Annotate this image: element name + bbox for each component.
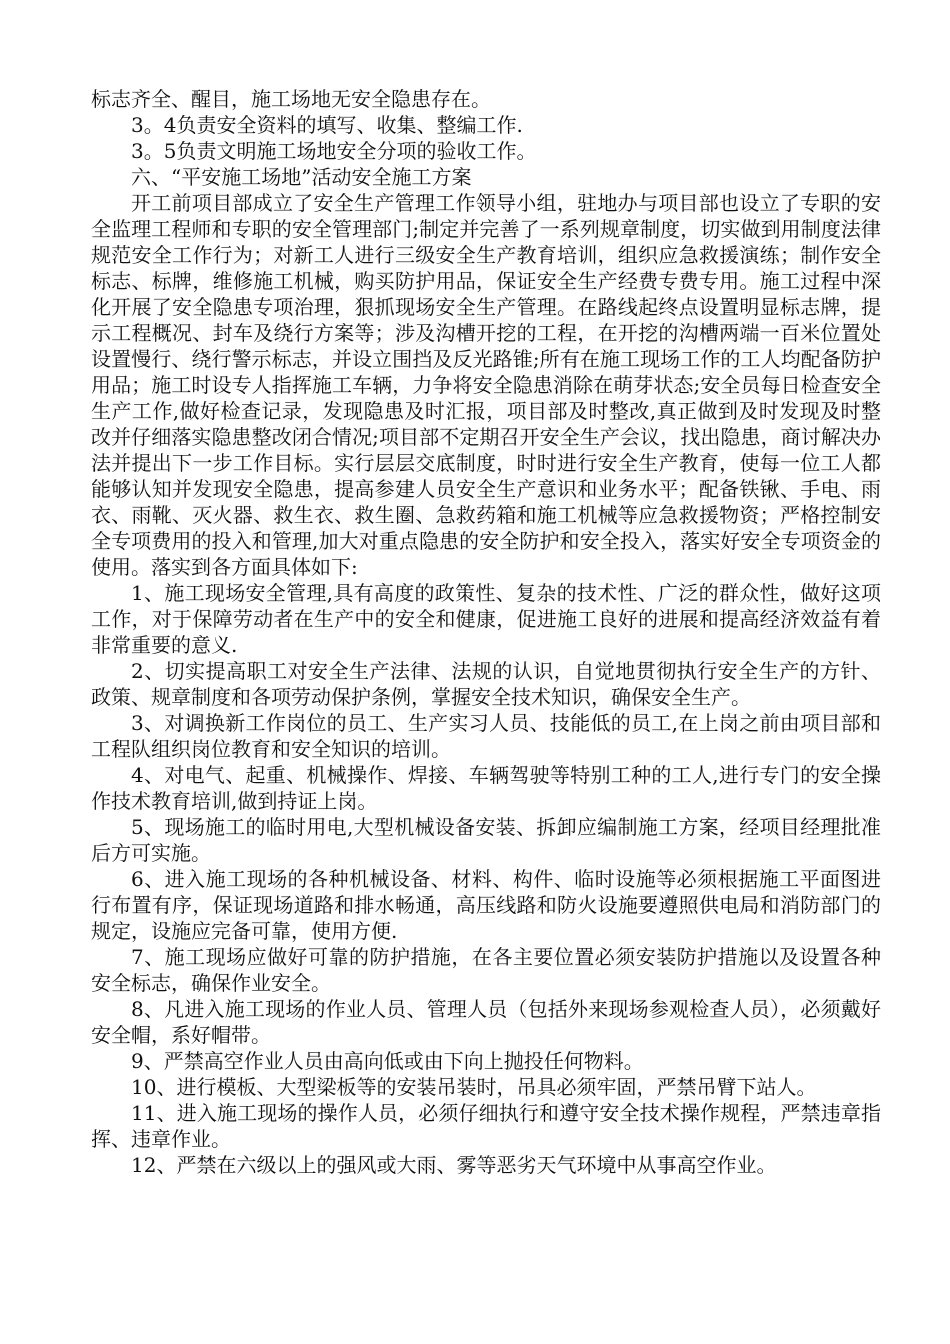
list-item-3: 3、对调换新工作岗位的员工、生产实习人员、技能低的员工,在上岗之前由项目部和工程队组织岗位教育和安全知识的培训。 [91, 711, 881, 761]
list-item-2: 2、切实提高职工对安全生产法律、法规的认识，自觉地贯彻执行安全生产的方针、政策、规章制度和各项劳动保护条例，掌握安全技术知识，确保安全生产。 [91, 659, 881, 709]
list-item-4: 4、对电气、起重、机械操作、焊接、车辆驾驶等特别工种的工人,进行专门的安全操作技术教育培训,做到持证上岗。 [91, 763, 881, 813]
list-item-6: 6、进入施工现场的各种机械设备、材料、构件、临时设施等必须根据施工平面图进行布置有序，保证现场道路和排水畅通，高压线路和防火设施要遵照供电局和消防部门的规定，设施应完备可靠，使用方便. [91, 867, 881, 943]
document-page [91, 86, 881, 1178]
list-item-11: 11、进入施工现场的操作人员，必须仔细执行和遵守安全技术操作规程，严禁违章指挥、违章作业。 [91, 1101, 881, 1151]
list-item-12: 12、严禁在六级以上的强风或大雨、雾等恶劣天气环境中从事高空作业。 [131, 1153, 777, 1177]
list-item-1: 1、施工现场安全管理,具有高度的政策性、复杂的技术性、广泛的群众性，做好这项工作，对于保障劳动者在生产中的安全和健康，促进施工良好的进展和提高经济效益有着非常重要的意义. [91, 581, 881, 657]
paragraph-2: 3。4负责安全资料的填写、收集、整编工作. [131, 113, 523, 137]
list-item-10: 10、进行模板、大型梁板等的安装吊装时，吊具必须牢固，严禁吊臂下站人。 [131, 1075, 817, 1099]
paragraph-3: 3。5负责文明施工场地安全分项的验收工作。 [131, 139, 537, 163]
section-heading: 六、“平安施工场地”活动安全施工方案 [131, 165, 472, 189]
list-item-7: 7、施工现场应做好可靠的防护措施，在各主要位置必须安装防护措施以及设置各种安全标志，确保作业安全。 [91, 945, 881, 995]
paragraph-intro: 开工前项目部成立了安全生产管理工作领导小组，驻地办与项目部也设立了专职的安全监理工程师和专职的安全管理部门;制定并完善了一系列规章制度，切实做到用制度法律规范安全工作行为；对新工人进行三级安全生产教育培训，组织应急救援演练；制作安全标志、标牌，维修施工机械，购买防护用品，保证安全生产经费专费专用。施工过程中深化开展了安全隐患专项治理，狠抓现场安全生产管理。在路线起终点设置明显标志牌，提示工程概况、封车及绕行方案等；涉及沟槽开挖的工程，在开挖的沟槽两端一百米位置处设置慢行、绕行警示标志，并设立围挡及反光路锥;所有在施工现场工作的工人均配备防护用品；施工时设专人指挥施工车辆，力争将安全隐患消除在萌芽状态;安全员每日检查安全生产工作,做好检查记录，发现隐患及时汇报，项目部及时整改,真正做到及时发现及时整改并仔细落实隐患整改闭合情况;项目部不定期召开安全生产会议，找出隐患，商讨解决办法并提出下一步工作目标。实行层层交底制度，时时进行安全生产教育，使每一位工人都能够认知并发现安全隐患，提高参建人员安全生产意识和业务水平；配备铁锹、手电、雨衣、雨靴、灭火器、救生衣、救生圈、急救药箱和施工机械等应急救援物资；严格控制安全专项费用的投入和管理,加大对重点隐患的安全防护和安全投入，落实好安全专项资金的使用。落实到各方面具体如下: [91, 191, 881, 579]
paragraph-1: 标志齐全、醒目，施工场地无安全隐患存在。 [91, 87, 491, 111]
list-item-8: 8、凡进入施工现场的作业人员、管理人员（包括外来现场参观检查人员），必须戴好安全帽，系好帽带。 [91, 997, 881, 1047]
list-item-5: 5、现场施工的临时用电,大型机械设备安装、拆卸应编制施工方案，经项目经理批准后方可实施。 [91, 815, 881, 865]
list-item-9: 9、严禁高空作业人员由高向低或由下向上抛投任何物料。 [131, 1049, 644, 1073]
